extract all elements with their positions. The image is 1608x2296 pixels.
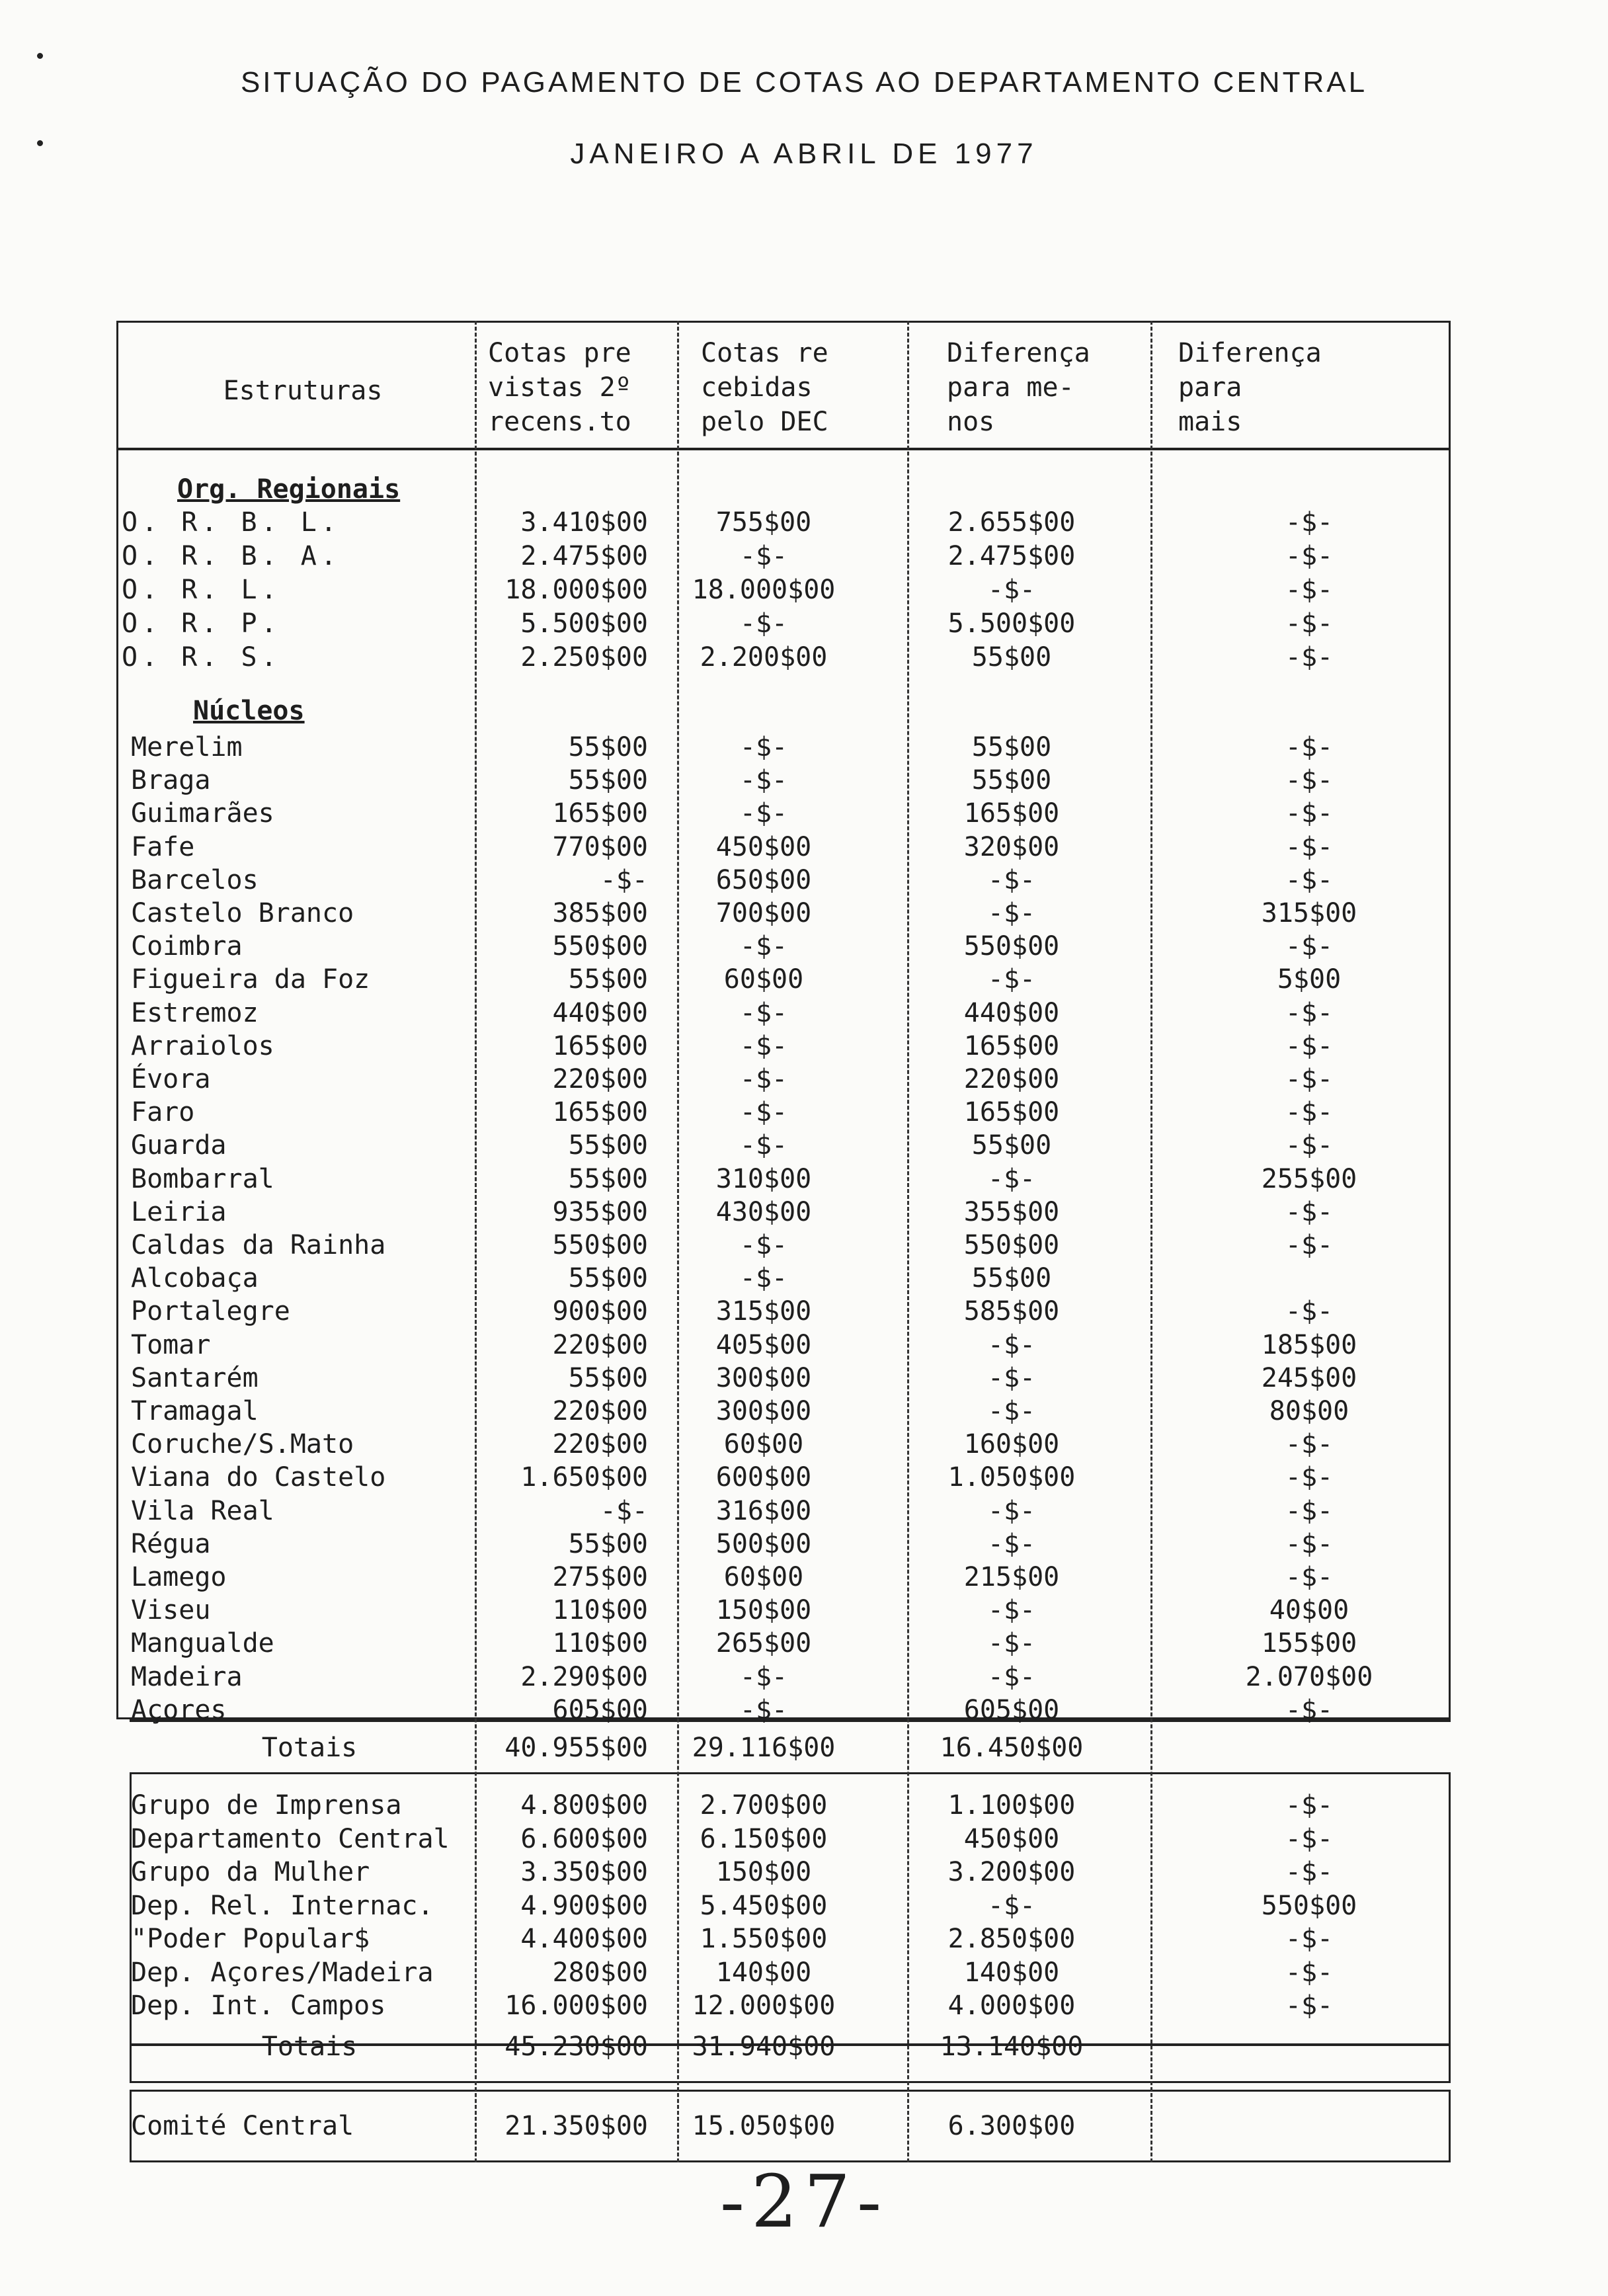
- row-label: Departamento Central: [131, 1823, 450, 1854]
- row-value: 605$00: [963, 1694, 1060, 1725]
- row-value: 55$00: [568, 964, 648, 995]
- row-value: 4.900$00: [520, 1890, 648, 1921]
- row-value: -$-: [739, 1030, 788, 1061]
- header-line: para: [1178, 372, 1242, 403]
- row-value: -$-: [1285, 1196, 1334, 1227]
- header-line: Diferença: [947, 338, 1090, 368]
- row-label: Alcobaça: [131, 1263, 259, 1294]
- row-value: 15.050$00: [692, 2111, 836, 2141]
- row-value: 1.550$00: [700, 1924, 828, 1954]
- header-line: vistas 2º: [488, 372, 631, 403]
- row-value: 18.000$00: [692, 575, 836, 605]
- row-value: -$-: [987, 575, 1036, 605]
- row-value: 440$00: [963, 997, 1060, 1028]
- row-value: 5$00: [1277, 964, 1342, 995]
- header-line: Cotas pre: [488, 338, 631, 368]
- row-value: 275$00: [552, 1562, 648, 1592]
- row-value: 550$00: [1261, 1890, 1357, 1921]
- page-title: SITUAÇÃO DO PAGAMENTO DE COTAS AO DEPARTAMENTO CENTRAL: [240, 66, 1368, 99]
- row-label: Viana do Castelo: [131, 1462, 386, 1493]
- row-label: Barcelos: [131, 864, 259, 895]
- row-value: 55$00: [971, 642, 1052, 673]
- row-value: 220$00: [552, 1396, 648, 1426]
- row-value: -$-: [739, 732, 788, 762]
- row-value: 550$00: [552, 931, 648, 962]
- header-line: mais: [1178, 407, 1242, 437]
- section-nucleos: Núcleos: [193, 696, 305, 726]
- row-value: 245$00: [1261, 1362, 1357, 1393]
- row-value: 500$00: [715, 1528, 812, 1559]
- row-value: -$-: [1285, 1296, 1334, 1327]
- row-value: -$-: [739, 1694, 788, 1725]
- row-label: Merelim: [131, 732, 243, 762]
- row-value: -$-: [739, 1064, 788, 1094]
- row-value: 1.650$00: [520, 1462, 648, 1493]
- row-value: 2.200$00: [700, 642, 828, 673]
- row-value: -$-: [1285, 1064, 1334, 1094]
- row-value: 770$00: [552, 831, 648, 862]
- row-label: Caldas da Rainha: [131, 1230, 386, 1260]
- row-value: -$-: [987, 1495, 1036, 1526]
- row-value: 2.070$00: [1245, 1661, 1373, 1692]
- row-value: -$-: [1285, 1230, 1334, 1260]
- row-label: Braga: [131, 765, 211, 796]
- row-value: 55$00: [568, 1130, 648, 1161]
- row-value: 2.700$00: [700, 1790, 828, 1821]
- row-label: Leiria: [131, 1196, 227, 1227]
- row-value: -$-: [987, 1628, 1036, 1659]
- row-value: -$-: [1285, 997, 1334, 1028]
- row-value: -$-: [987, 1329, 1036, 1360]
- row-value: 31.940$00: [692, 2031, 836, 2062]
- row-label: Fafe: [131, 831, 195, 862]
- row-value: 16.000$00: [504, 1990, 648, 2021]
- row-value: 29.116$00: [692, 1733, 836, 1763]
- row-label: Tomar: [131, 1329, 211, 1360]
- row-value: 550$00: [963, 931, 1060, 962]
- row-label: Madeira: [131, 1661, 243, 1692]
- row-value: 165$00: [552, 1030, 648, 1061]
- row-value: 220$00: [552, 1329, 648, 1360]
- row-value: 110$00: [552, 1595, 648, 1626]
- row-value: -$-: [739, 1097, 788, 1128]
- row-value: 355$00: [963, 1196, 1060, 1227]
- row-label: Guarda: [131, 1130, 227, 1161]
- row-value: 55$00: [568, 732, 648, 762]
- row-value: 40$00: [1269, 1595, 1349, 1626]
- header-line: pelo DEC: [701, 407, 828, 437]
- row-value: -$-: [1285, 1823, 1334, 1854]
- row-value: -$-: [1285, 1097, 1334, 1128]
- row-value: -$-: [1285, 1528, 1334, 1559]
- row-value: -$-: [987, 1528, 1036, 1559]
- header-line: Cotas re: [701, 338, 828, 368]
- row-value: 220$00: [552, 1064, 648, 1094]
- row-value: 18.000$00: [504, 575, 648, 605]
- header-menos: [947, 336, 1090, 439]
- row-value: -$-: [1285, 507, 1334, 538]
- row-value: 605$00: [552, 1694, 648, 1725]
- row-value: 300$00: [715, 1362, 812, 1393]
- row-value: 140$00: [963, 1957, 1060, 1988]
- row-value: 5.500$00: [520, 608, 648, 639]
- row-value: 150$00: [715, 1857, 812, 1887]
- row-value: 60$00: [723, 1429, 804, 1460]
- header-line: Diferença: [1178, 338, 1322, 368]
- row-value: -$-: [987, 1163, 1036, 1194]
- row-label: O. R. S.: [122, 642, 281, 673]
- row-label: Viseu: [131, 1595, 211, 1626]
- row-value: 2.655$00: [947, 507, 1076, 538]
- header-line: nos: [947, 407, 995, 437]
- row-value: 585$00: [963, 1296, 1060, 1327]
- row-value: 21.350$00: [504, 2111, 648, 2141]
- row-value: 5.500$00: [947, 608, 1076, 639]
- row-value: 316$00: [715, 1495, 812, 1526]
- row-value: -$-: [1285, 1429, 1334, 1460]
- row-value: -$-: [600, 1495, 648, 1526]
- row-label: Lamego: [131, 1562, 227, 1592]
- row-label: Totais: [261, 1733, 358, 1763]
- row-value: 55$00: [568, 765, 648, 796]
- row-value: 600$00: [715, 1462, 812, 1493]
- row-value: 2.290$00: [520, 1661, 648, 1692]
- row-value: -$-: [1285, 732, 1334, 762]
- row-label: O. R. B. L.: [122, 507, 341, 538]
- row-value: 900$00: [552, 1296, 648, 1327]
- row-value: -$-: [1285, 931, 1334, 962]
- row-value: -$-: [1285, 831, 1334, 862]
- row-value: 1.100$00: [947, 1790, 1076, 1821]
- row-value: 12.000$00: [692, 1990, 836, 2021]
- row-label: Portalegre: [131, 1296, 290, 1327]
- row-value: -$-: [739, 1661, 788, 1692]
- row-label: Bombarral: [131, 1163, 274, 1194]
- row-value: -$-: [600, 864, 648, 895]
- row-value: 55$00: [971, 1263, 1052, 1294]
- section-org-regionais: Org. Regionais: [177, 474, 401, 505]
- row-label: Régua: [131, 1528, 211, 1559]
- row-value: 550$00: [552, 1230, 648, 1260]
- row-value: -$-: [1285, 765, 1334, 796]
- row-value: 430$00: [715, 1196, 812, 1227]
- row-label: Arraiolos: [131, 1030, 274, 1061]
- row-label: Faro: [131, 1097, 195, 1128]
- row-value: -$-: [987, 864, 1036, 895]
- row-value: 385$00: [552, 898, 648, 928]
- row-value: -$-: [739, 1263, 788, 1294]
- row-value: 650$00: [715, 864, 812, 895]
- row-label: Tramagal: [131, 1396, 259, 1426]
- row-value: -$-: [1285, 608, 1334, 639]
- row-value: 13.140$00: [940, 2031, 1084, 2062]
- header-estruturas: Estruturas: [223, 376, 383, 406]
- row-value: 165$00: [552, 798, 648, 829]
- header-line: cebidas: [701, 372, 813, 403]
- row-value: 755$00: [715, 507, 812, 538]
- row-value: 155$00: [1261, 1628, 1357, 1659]
- row-value: -$-: [987, 1890, 1036, 1921]
- margin-speck: [37, 53, 43, 59]
- row-value: 45.230$00: [504, 2031, 648, 2062]
- row-label: Figueira da Foz: [131, 964, 370, 995]
- row-value: 2.850$00: [947, 1924, 1076, 1954]
- row-value: -$-: [1285, 1462, 1334, 1493]
- row-label: Évora: [131, 1064, 211, 1094]
- row-value: 440$00: [552, 997, 648, 1028]
- row-label: Totais: [261, 2031, 358, 2062]
- row-value: 6.150$00: [700, 1823, 828, 1854]
- row-value: -$-: [1285, 1790, 1334, 1821]
- row-value: 55$00: [568, 1263, 648, 1294]
- row-value: 6.600$00: [520, 1823, 648, 1854]
- row-value: -$-: [1285, 1990, 1334, 2021]
- row-label: O. R. B. A.: [122, 541, 341, 571]
- row-value: 110$00: [552, 1628, 648, 1659]
- column-divider: [1150, 321, 1152, 2162]
- row-value: 150$00: [715, 1595, 812, 1626]
- row-label: Guimarães: [131, 798, 274, 829]
- row-value: 165$00: [963, 1097, 1060, 1128]
- row-label: "Poder Popular$: [131, 1924, 370, 1954]
- row-value: 2.475$00: [520, 541, 648, 571]
- row-value: -$-: [1285, 1495, 1334, 1526]
- row-value: 450$00: [963, 1823, 1060, 1854]
- row-label: Grupo de Imprensa: [131, 1790, 402, 1821]
- row-value: 165$00: [963, 798, 1060, 829]
- row-value: -$-: [739, 931, 788, 962]
- row-value: 315$00: [715, 1296, 812, 1327]
- page-number: -27-: [719, 2159, 889, 2244]
- row-label: O. R. L.: [122, 575, 281, 605]
- row-value: 280$00: [552, 1957, 648, 1988]
- row-label: Dep. Int. Campos: [131, 1990, 386, 2021]
- row-value: 4.800$00: [520, 1790, 648, 1821]
- header-recebidas: [701, 336, 828, 439]
- row-value: 160$00: [963, 1429, 1060, 1460]
- row-value: -$-: [739, 1130, 788, 1161]
- row-label: Grupo da Mulher: [131, 1857, 370, 1887]
- row-value: 60$00: [723, 1562, 804, 1592]
- row-value: 215$00: [963, 1562, 1060, 1592]
- page-subtitle: JANEIRO A ABRIL DE 1977: [570, 138, 1038, 170]
- row-value: -$-: [739, 541, 788, 571]
- row-value: 55$00: [971, 765, 1052, 796]
- row-value: 265$00: [715, 1628, 812, 1659]
- row-value: 935$00: [552, 1196, 648, 1227]
- row-value: 315$00: [1261, 898, 1357, 928]
- row-value: -$-: [739, 765, 788, 796]
- row-value: 2.250$00: [520, 642, 648, 673]
- row-value: -$-: [1285, 1694, 1334, 1725]
- row-value: -$-: [987, 1661, 1036, 1692]
- header-rule: [116, 448, 1451, 450]
- row-value: -$-: [987, 1595, 1036, 1626]
- row-value: 60$00: [723, 964, 804, 995]
- row-value: 16.450$00: [940, 1733, 1084, 1763]
- row-value: -$-: [1285, 1857, 1334, 1887]
- row-value: 300$00: [715, 1396, 812, 1426]
- row-value: 55$00: [568, 1528, 648, 1559]
- row-value: 4.400$00: [520, 1924, 648, 1954]
- row-value: 3.410$00: [520, 507, 648, 538]
- row-label: Vila Real: [131, 1495, 274, 1526]
- row-value: -$-: [739, 798, 788, 829]
- header-line: recens.to: [488, 407, 631, 437]
- row-value: 2.475$00: [947, 541, 1076, 571]
- row-value: -$-: [1285, 642, 1334, 673]
- row-value: -$-: [1285, 1924, 1334, 1954]
- row-value: 165$00: [552, 1097, 648, 1128]
- row-value: -$-: [1285, 541, 1334, 571]
- row-value: -$-: [739, 997, 788, 1028]
- row-value: 55$00: [568, 1163, 648, 1194]
- row-label: Castelo Branco: [131, 898, 354, 928]
- row-value: 220$00: [963, 1064, 1060, 1094]
- row-value: 4.000$00: [947, 1990, 1076, 2021]
- row-value: -$-: [1285, 1030, 1334, 1061]
- row-label: Comité Central: [131, 2111, 354, 2141]
- row-value: 255$00: [1261, 1163, 1357, 1194]
- row-value: 5.450$00: [700, 1890, 828, 1921]
- row-value: 40.955$00: [504, 1733, 648, 1763]
- row-label: Coimbra: [131, 931, 243, 962]
- row-value: -$-: [987, 1362, 1036, 1393]
- row-value: 80$00: [1269, 1396, 1349, 1426]
- row-value: 55$00: [568, 1362, 648, 1393]
- header-mais: [1178, 336, 1322, 439]
- row-label: Açores: [131, 1694, 227, 1725]
- row-value: 700$00: [715, 898, 812, 928]
- column-divider: [475, 321, 477, 2162]
- column-divider: [677, 321, 679, 2162]
- row-value: 3.200$00: [947, 1857, 1076, 1887]
- row-value: 55$00: [971, 1130, 1052, 1161]
- row-value: -$-: [739, 608, 788, 639]
- row-value: -$-: [987, 898, 1036, 928]
- row-value: -$-: [1285, 798, 1334, 829]
- row-value: 6.300$00: [947, 2111, 1076, 2141]
- column-divider: [907, 321, 909, 2162]
- row-value: -$-: [1285, 1130, 1334, 1161]
- row-label: Mangualde: [131, 1628, 274, 1659]
- row-value: 1.050$00: [947, 1462, 1076, 1493]
- row-label: O. R. P.: [122, 608, 281, 639]
- header-line: para me-: [947, 372, 1074, 403]
- row-value: 165$00: [963, 1030, 1060, 1061]
- row-value: 550$00: [963, 1230, 1060, 1260]
- row-value: 140$00: [715, 1957, 812, 1988]
- row-label: Coruche/S.Mato: [131, 1429, 354, 1460]
- row-value: 185$00: [1261, 1329, 1357, 1360]
- row-value: 320$00: [963, 831, 1060, 862]
- row-value: -$-: [1285, 864, 1334, 895]
- row-value: -$-: [1285, 575, 1334, 605]
- row-value: 405$00: [715, 1329, 812, 1360]
- row-label: Santarém: [131, 1362, 259, 1393]
- row-value: -$-: [739, 1230, 788, 1260]
- row-value: 450$00: [715, 831, 812, 862]
- row-value: -$-: [1285, 1562, 1334, 1592]
- row-value: 220$00: [552, 1429, 648, 1460]
- row-value: 310$00: [715, 1163, 812, 1194]
- row-value: -$-: [987, 1396, 1036, 1426]
- row-value: -$-: [987, 964, 1036, 995]
- row-label: Estremoz: [131, 997, 259, 1028]
- row-label: Dep. Rel. Internac.: [131, 1890, 434, 1921]
- header-previstas: [488, 336, 631, 439]
- row-value: -$-: [1285, 1957, 1334, 1988]
- row-value: 3.350$00: [520, 1857, 648, 1887]
- row-value: 55$00: [971, 732, 1052, 762]
- row-label: Dep. Açores/Madeira: [131, 1957, 434, 1988]
